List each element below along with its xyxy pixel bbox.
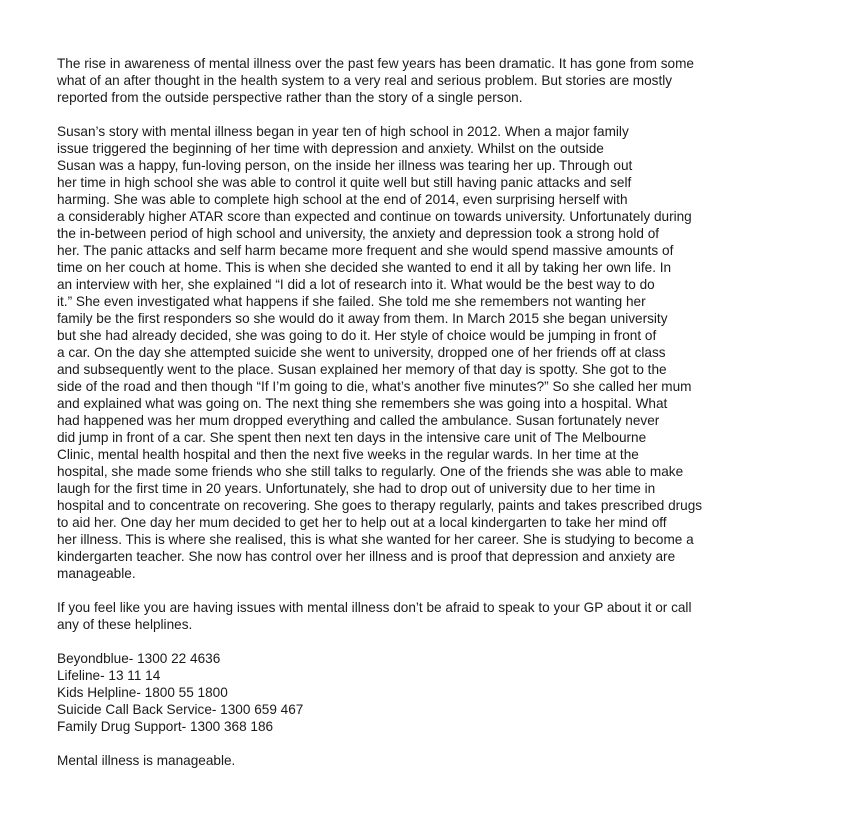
text-line: the in-between period of high school and university, the anxiety and depression took a strong hold of — [57, 226, 660, 241]
text-line: Susan was a happy, fun-loving person, on the inside her illness was tearing her up. Through out — [57, 158, 633, 173]
text-line: reported from the outside perspective rather than the story of a single person. — [57, 90, 523, 105]
paragraph-gap — [57, 582, 842, 599]
text-line: Clinic, mental health hospital and then the next five weeks in the regular wards. In her time at the — [57, 447, 639, 462]
text-line: any of these helplines. — [57, 617, 193, 632]
closing-statement: Mental illness is manageable. — [57, 753, 236, 768]
text-line: had happened was her mum dropped everything and called the ambulance. Susan fortunately never — [57, 413, 660, 428]
text-line: If you feel like you are having issues with mental illness don’t be afraid to speak to your GP about it or call — [57, 600, 692, 615]
text-line: her. The panic attacks and self harm became more frequent and she would spend massive amounts of — [57, 243, 674, 258]
text-line: family be the first responders so she would do it away from them. In March 2015 she began university — [57, 311, 668, 326]
text-line: and explained what was going on. The next thing she remembers she was going into a hospital. What — [57, 396, 668, 411]
text-line: The rise in awareness of mental illness over the past few years has been dramatic. It has gone from some — [57, 56, 694, 71]
text-line: an interview with her, she explained “I did a lot of research into it. What would be the best way to do — [57, 277, 655, 292]
text-line: it.” She even investigated what happens if she failed. She told me she remembers not wanting her — [57, 294, 646, 309]
helpline-beyondblue: Beyondblue- 1300 22 4636 — [57, 651, 221, 666]
text-line: side of the road and then though “If I’m going to die, what’s another five minutes?” So she called her mum — [57, 379, 692, 394]
text-line: time on her couch at home. This is when she decided she wanted to end it all by taking her own life. In — [57, 260, 672, 275]
helpline-kids-helpline: Kids Helpline- 1800 55 1800 — [57, 685, 228, 700]
text-line: her illness. This is where she realised, this is what she wanted for her career. She is studying to become a — [57, 532, 694, 547]
text-line: a considerably higher ATAR score than expected and continue on towards university. Unfortunately during — [57, 209, 692, 224]
text-line: what of an after thought in the health system to a very real and serious problem. But stories are mostly — [57, 73, 673, 88]
text-line: laugh for the first time in 20 years. Unfortunately, she had to drop out of university due to her time in — [57, 481, 656, 496]
text-line: hospital, she made some friends who she still talks to regularly. One of the friends she was able to make — [57, 464, 684, 479]
document-body — [57, 55, 842, 769]
helpline-lifeline: Lifeline- 13 11 14 — [57, 668, 161, 683]
paragraph-gap — [57, 633, 842, 650]
text-line: but she had already decided, she was going to do it. Her style of choice would be jumping in front of — [57, 328, 657, 343]
text-line: issue triggered the beginning of her time with depression and anxiety. Whilst on the outside — [57, 141, 604, 156]
text-line: harming. She was able to complete high school at the end of 2014, even surprising herself with — [57, 192, 628, 207]
helpline-family-drug-support: Family Drug Support- 1300 368 186 — [57, 719, 274, 734]
helpline-suicide-call-back: Suicide Call Back Service- 1300 659 467 — [57, 702, 304, 717]
helplines-list — [57, 650, 842, 735]
text-line: manageable. — [57, 566, 136, 581]
text-line: kindergarten teacher. She now has control over her illness and is proof that depression and anxiety are — [57, 549, 676, 564]
advice-paragraph — [57, 599, 842, 633]
text-line: hospital and to concentrate on recovering. She goes to therapy regularly, paints and takes prescribed drugs — [57, 498, 703, 513]
text-line: to aid her. One day her mum decided to get her to help out at a local kindergarten to take her mind off — [57, 515, 667, 530]
text-line: her time in high school she was able to control it quite well but still having panic attacks and self — [57, 175, 632, 190]
story-paragraph — [57, 123, 842, 582]
text-line: Susan’s story with mental illness began in year ten of high school in 2012. When a major family — [57, 124, 629, 139]
text-line: and subsequently went to the place. Susan explained her memory of that day is spotty. She got to the — [57, 362, 667, 377]
intro-paragraph — [57, 55, 842, 106]
paragraph-gap — [57, 735, 842, 752]
text-line: did jump in front of a car. She spent then next ten days in the intensive care unit of The Melbourne — [57, 430, 647, 445]
paragraph-gap — [57, 106, 842, 123]
text-line: a car. On the day she attempted suicide she went to university, dropped one of her friends off at class — [57, 345, 666, 360]
